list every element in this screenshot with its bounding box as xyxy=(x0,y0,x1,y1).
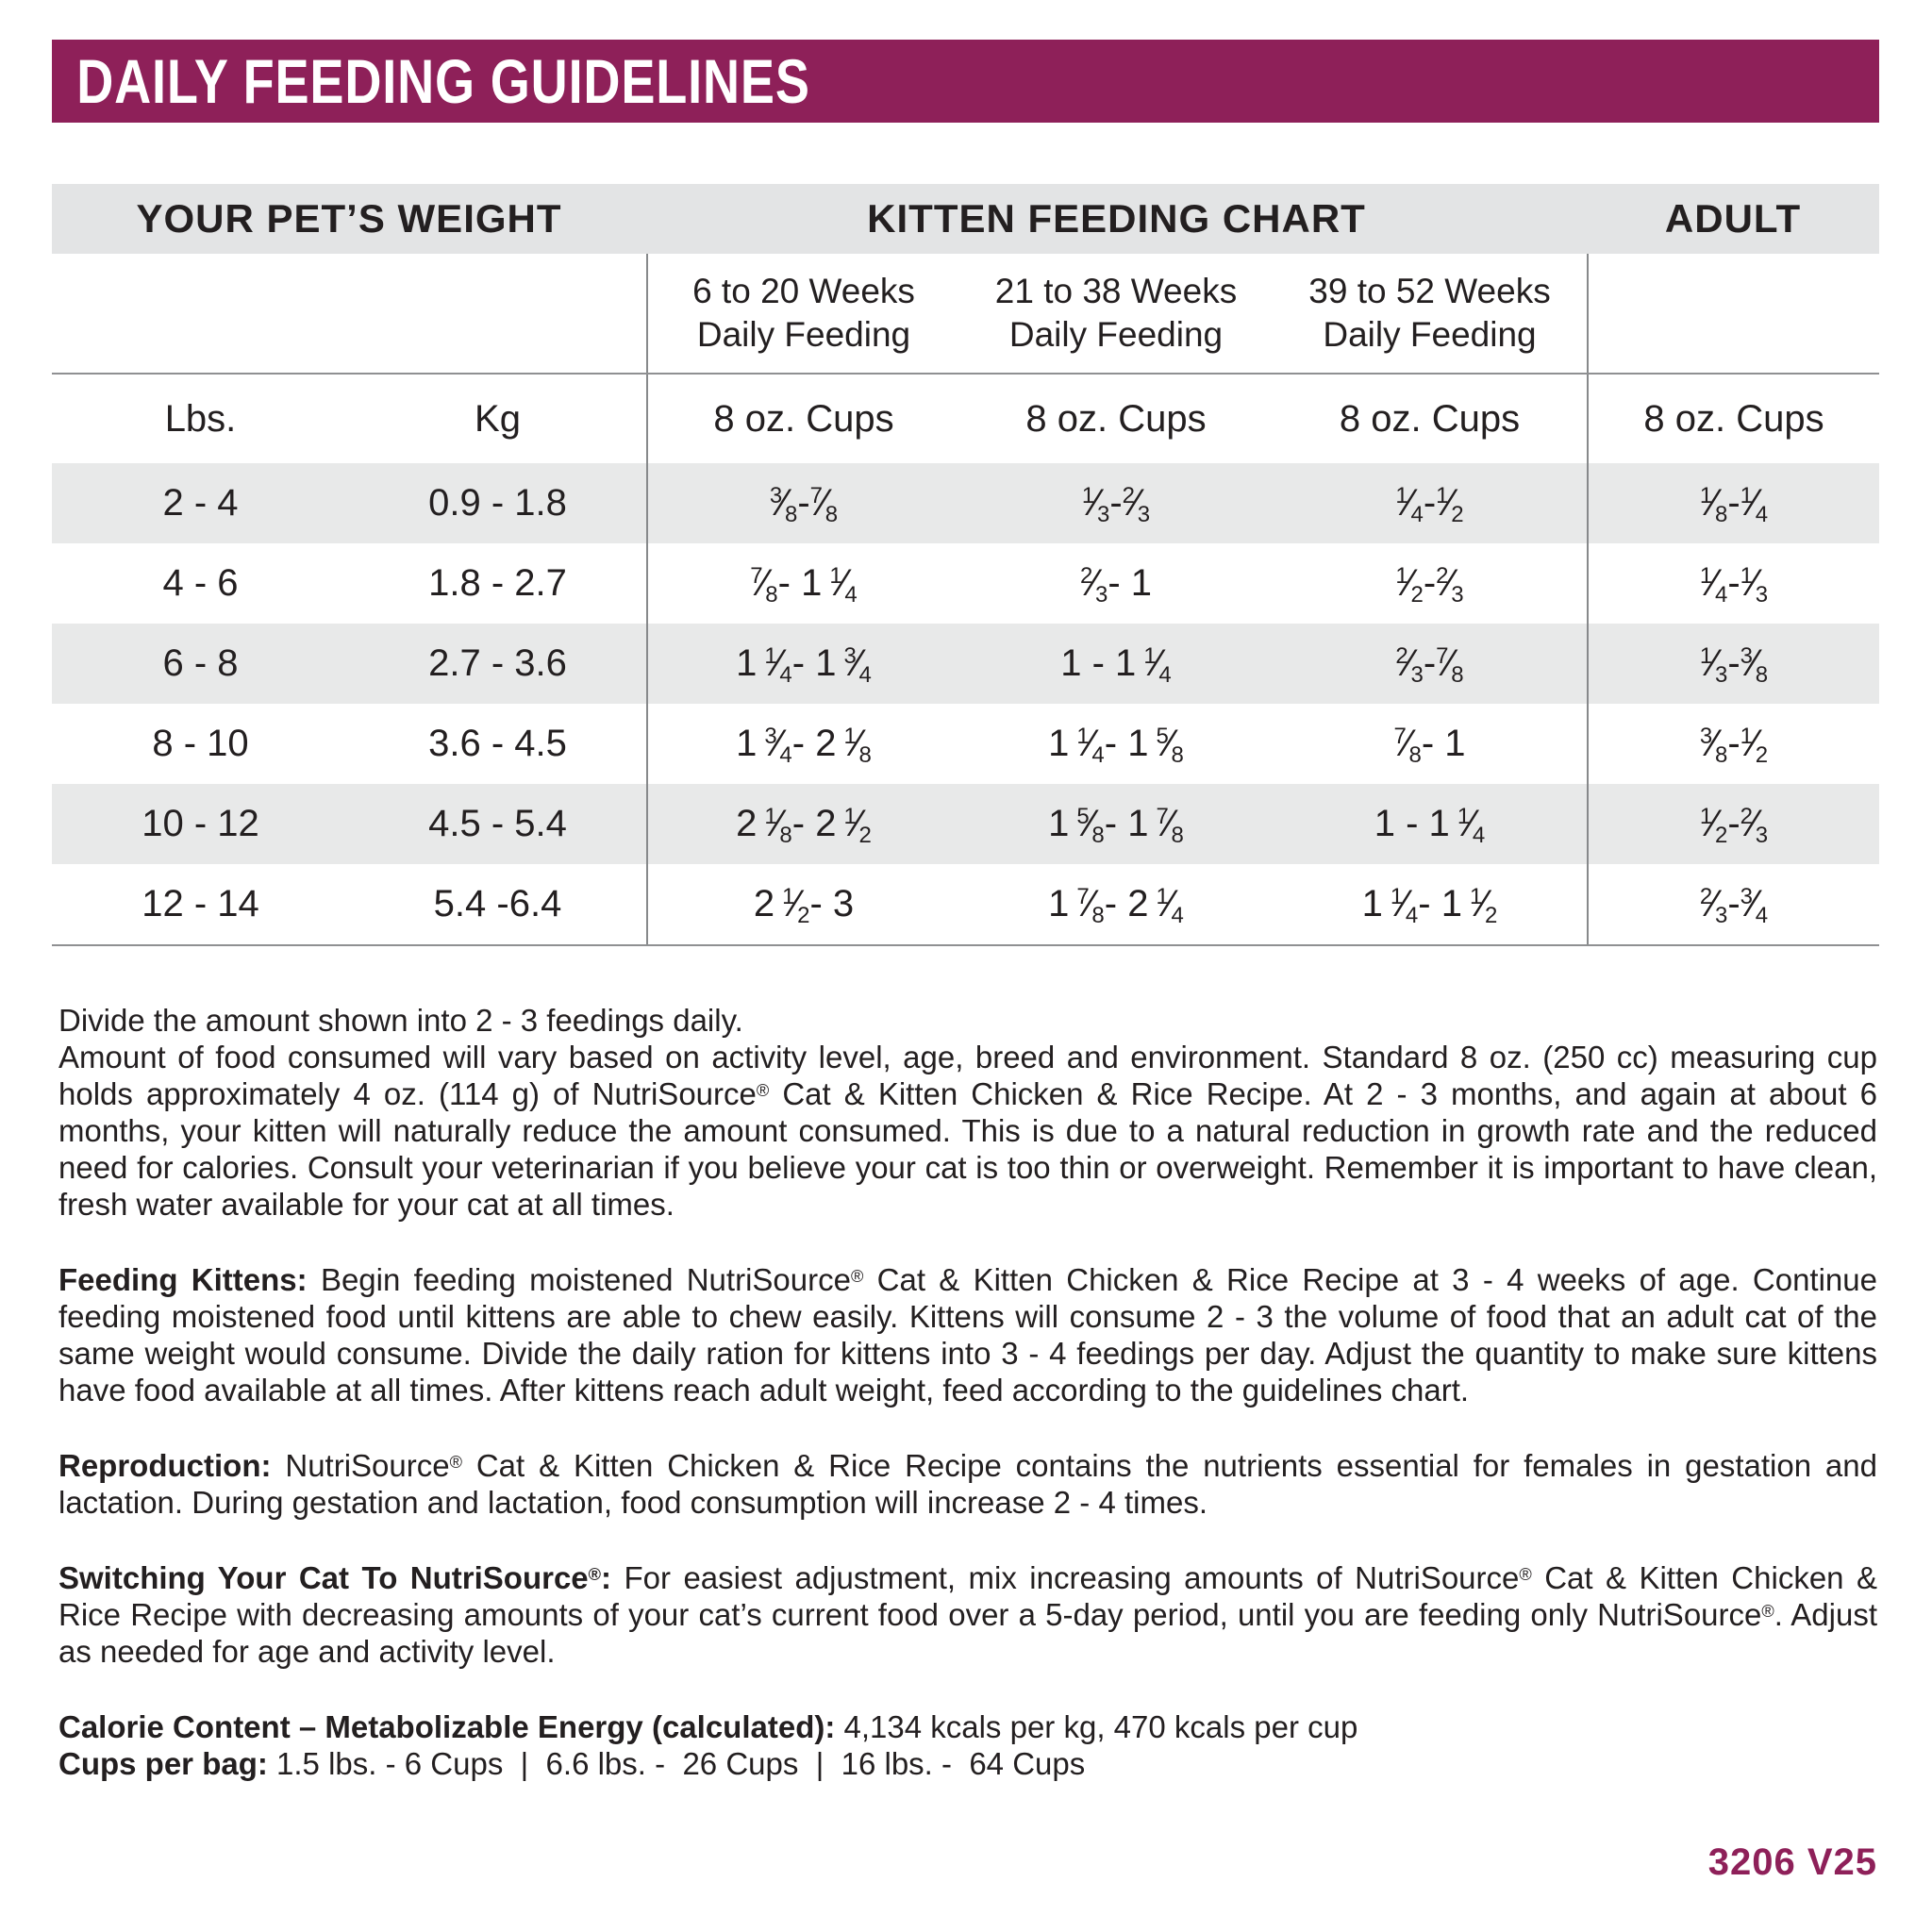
feeding-kittens-text: Begin feeding moistened NutriSource® Cat & Kitten Chicken & Rice Recipe at 3 - 4 weeks of age. Continue feeding moistened food until kittens are able to chew easily. Kittens will consume 2 - 3 the volume of food that an adult cat of the same weight would consume. Divide the daily ration for kittens into 3 - 4 feedings per day. Adjust the quantity to make sure kittens have food available at all times. After kittens reach adult weight, feed according to the guidelines chart. xyxy=(58,1262,1877,1407)
feeding-table xyxy=(52,184,1879,946)
week-range-label: 6 to 20 Weeks xyxy=(692,271,915,310)
cups-per-bag-label: Cups per bag: xyxy=(58,1746,268,1781)
cell-kg: 5.4 -6.4 xyxy=(433,883,562,924)
unit-header-cups-1: 8 oz. Cups xyxy=(646,375,959,463)
table-row xyxy=(52,463,1879,543)
cell-lbs: 6 - 8 xyxy=(162,642,239,684)
reproduction-label: Reproduction: xyxy=(58,1448,272,1483)
cell-6-20-weeks: 1 $^1⁄_4$ - 1 $^3⁄_4$ xyxy=(646,624,959,704)
cell-21-38-weeks: 1 $^5⁄_8$ - 1 $^7⁄_8$ xyxy=(1048,803,1184,848)
cell-21-38-weeks: 1 $^1⁄_4$ - 1 $^5⁄_8$ xyxy=(1048,723,1184,768)
calorie-content-value: 4,134 kcals per kg, 470 kcals per cup xyxy=(843,1709,1358,1744)
cell-6-20-weeks: 2 $^1⁄_2$ - 3 xyxy=(646,864,959,944)
cell-6-20-weeks: $^7⁄_8$ - 1 $^1⁄_4$ xyxy=(646,543,959,624)
cell-lbs: 2 - 4 xyxy=(162,482,239,524)
reproduction-paragraph xyxy=(58,1447,1877,1521)
cell-lbs: 8 - 10 xyxy=(152,723,249,764)
table-row xyxy=(52,864,1879,946)
group-header-adult: ADULT xyxy=(1664,196,1802,241)
notes-section xyxy=(58,1002,1877,1782)
daily-feeding-label: Daily Feeding xyxy=(1323,315,1537,354)
week-header-39-52 xyxy=(1273,254,1587,373)
cell-adult: $^1⁄_4$ - $^1⁄_3$ xyxy=(1587,543,1879,624)
week-range-label: 21 to 38 Weeks xyxy=(994,271,1238,310)
table-row xyxy=(52,624,1879,704)
cell-kg: 0.9 - 1.8 xyxy=(428,482,567,524)
unit-header-cups-2: 8 oz. Cups xyxy=(1025,397,1207,440)
cell-lbs: 4 - 6 xyxy=(162,562,239,604)
unit-header-kg: Kg xyxy=(475,397,521,440)
cell-kg: 2.7 - 3.6 xyxy=(428,642,567,684)
unit-header-lbs: Lbs. xyxy=(164,397,237,440)
cell-adult: $^1⁄_2$ - $^2⁄_3$ xyxy=(1587,784,1879,864)
cell-lbs: 12 - 14 xyxy=(142,883,259,924)
cell-kg: 1.8 - 2.7 xyxy=(428,562,567,604)
intro-line: Divide the amount shown into 2 - 3 feedings daily. xyxy=(58,1003,743,1038)
week-header-6-20 xyxy=(646,254,959,373)
switching-text: For easiest adjustment, mix increasing amounts of NutriSource® Cat & Kitten Chicken & Rice Recipe with decreasing amounts of your cat’s current food over a 5-day period, until you are feeding only NutriSource®. Adjust as needed for age and activity level. xyxy=(58,1560,1878,1669)
cell-39-52-weeks: $^1⁄_4$ - $^1⁄_2$ xyxy=(1395,482,1464,527)
daily-feeding-label: Daily Feeding xyxy=(696,315,911,354)
cell-6-20-weeks: 2 $^1⁄_8$ - 2 $^1⁄_2$ xyxy=(646,784,959,864)
feeding-kittens-label: Feeding Kittens: xyxy=(58,1262,308,1297)
calorie-content-line xyxy=(58,1708,1877,1745)
cell-21-38-weeks: $^1⁄_3$ - $^2⁄_3$ xyxy=(1081,482,1151,527)
group-header-pet-weight: YOUR PET’S WEIGHT xyxy=(136,196,562,241)
cell-39-52-weeks: $^2⁄_3$ - $^7⁄_8$ xyxy=(1395,642,1464,688)
table-units-row xyxy=(52,373,1879,463)
switching-paragraph xyxy=(58,1559,1877,1670)
page-title-banner xyxy=(52,40,1879,123)
cell-39-52-weeks: $^1⁄_2$ - $^2⁄_3$ xyxy=(1395,562,1464,608)
cell-39-52-weeks: $^7⁄_8$ - 1 xyxy=(1393,723,1466,768)
page-title: DAILY FEEDING GUIDELINES xyxy=(76,46,810,116)
cell-39-52-weeks: 1 - 1 $^1⁄_4$ xyxy=(1374,803,1486,848)
sku-version-code: 3206 V25 xyxy=(1707,1841,1877,1883)
cell-adult: $^2⁄_3$ - $^3⁄_4$ xyxy=(1587,864,1879,944)
cell-21-38-weeks: 1 - 1 $^1⁄_4$ xyxy=(1060,642,1172,688)
cell-6-20-weeks: $^3⁄_8$ - $^7⁄_8$ xyxy=(646,463,959,543)
cell-adult: $^1⁄_3$ - $^3⁄_8$ xyxy=(1587,624,1879,704)
feeding-kittens-paragraph xyxy=(58,1261,1877,1408)
cell-21-38-weeks: $^2⁄_3$ - 1 xyxy=(1079,562,1153,608)
table-row xyxy=(52,784,1879,864)
general-note-paragraph: Amount of food consumed will vary based on activity level, age, breed and environment. Standard 8 oz. (250 cc) measuring cup holds approximately 4 oz. (114 g) of NutriSource® Cat & Kitten Chicken & Rice Recipe. At 2 - 3 months, and again at about 6 months, your kitten will naturally reduce the amount consumed. This is due to a natural reduction in growth rate and the reduced need for calories. Consult your veterinarian if you believe your cat is too thin or overweight. Remember it is important to have clean, fresh water available for your cat at all times. xyxy=(58,1040,1877,1222)
cups-per-bag-value: 1.5 lbs. - 6 Cups | 6.6 lbs. - 26 Cups | 16 lbs. - 64 Cups xyxy=(276,1746,1086,1781)
cups-per-bag-line xyxy=(58,1745,1877,1782)
table-week-header-row xyxy=(52,254,1879,373)
table-row xyxy=(52,543,1879,624)
week-header-spacer xyxy=(52,254,646,373)
unit-header-cups-adult: 8 oz. Cups xyxy=(1587,375,1879,463)
reproduction-text: NutriSource® Cat & Kitten Chicken & Rice Recipe contains the nutrients essential for females in gestation and lactation. During gestation and lactation, food consumption will increase 2 - 4 times. xyxy=(58,1448,1877,1520)
cell-kg: 3.6 - 4.5 xyxy=(428,723,567,764)
switching-label: Switching Your Cat To NutriSource®: xyxy=(58,1560,612,1595)
cell-lbs: 10 - 12 xyxy=(142,803,259,844)
daily-feeding-label: Daily Feeding xyxy=(1008,315,1224,354)
week-header-21-38 xyxy=(959,254,1273,373)
table-row xyxy=(52,704,1879,784)
week-range-label: 39 to 52 Weeks xyxy=(1308,271,1551,310)
cell-kg: 4.5 - 5.4 xyxy=(428,803,567,844)
cell-adult: $^1⁄_8$ - $^1⁄_4$ xyxy=(1587,463,1879,543)
cell-39-52-weeks: 1 $^1⁄_4$ - 1 $^1⁄_2$ xyxy=(1361,883,1498,928)
table-group-header-row xyxy=(52,184,1879,254)
cell-6-20-weeks: 1 $^3⁄_4$ - 2 $^1⁄_8$ xyxy=(646,704,959,784)
calorie-content-label: Calorie Content – Metabolizable Energy (calculated): xyxy=(58,1709,836,1744)
table-body xyxy=(52,463,1879,946)
cell-21-38-weeks: 1 $^7⁄_8$ - 2 $^1⁄_4$ xyxy=(1048,883,1184,928)
cell-adult: $^3⁄_8$ - $^1⁄_2$ xyxy=(1587,704,1879,784)
unit-header-cups-3: 8 oz. Cups xyxy=(1339,397,1521,440)
week-header-adult-spacer xyxy=(1587,254,1879,373)
group-header-kitten-feeding-chart: KITTEN FEEDING CHART xyxy=(867,196,1366,241)
